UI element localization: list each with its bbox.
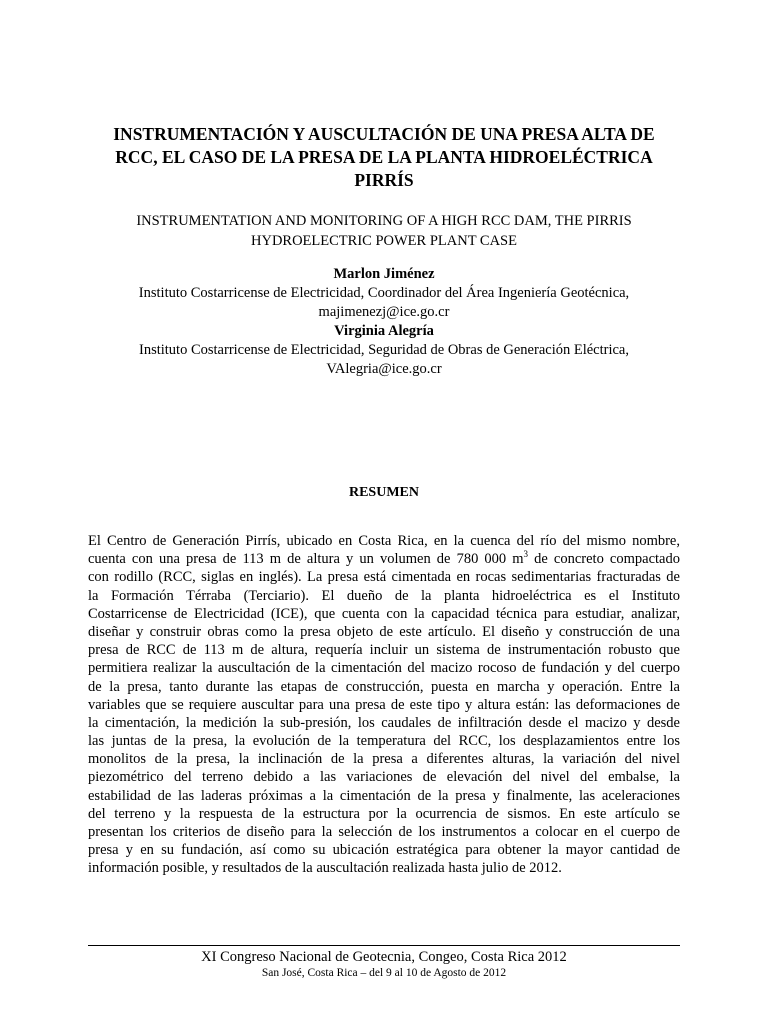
footer-divider: [88, 945, 680, 946]
author-name: Marlon Jiménez: [333, 266, 435, 282]
author-affiliation: Instituto Costarricense de Electricidad, Coordinador del Área Ingeniería Geotécnica,: [138, 285, 630, 301]
author-block: [40, 265, 728, 379]
abstract-line: la Formación Térraba (Terciario). El dueño de la planta hidroeléctrica es el Instituto: [88, 587, 680, 604]
abstract-line: la cimentación, la medición la sub-presión, los caudales de infiltración desde el macizo y desde: [88, 714, 680, 731]
abstract-line: diseñar y construir obras como la presa objeto de este artículo. El diseño y construcción de una: [88, 623, 680, 640]
footer-conference: XI Congreso Nacional de Geotecnia, Congeo, Costa Rica 2012: [201, 949, 567, 965]
title-line: INSTRUMENTACIÓN Y AUSCULTACIÓN DE UNA PRESA ALTA DE: [113, 124, 655, 144]
paper-title-english: [60, 212, 708, 251]
abstract-line: presa de RCC de 113 m de altura, requería incluir un sistema de instrumentación robusto que: [88, 642, 680, 659]
abstract-line: las juntas de la presa, la evolución de la temperatura del RCC, los desplazamientos entre los: [88, 733, 680, 750]
author-affiliation: Instituto Costarricense de Electricidad, Seguridad de Obras de Generación Eléctrica,: [139, 342, 629, 358]
abstract-line: variables que se requiere auscultar para una presa de este tipo y altura están: las deformaciones de: [88, 696, 680, 713]
abstract-line: información posible, y resultados de la auscultación realizada hasta julio de 2012.: [88, 860, 562, 877]
abstract-line: [88, 550, 680, 568]
subtitle-line: HYDROELECTRIC POWER PLANT CASE: [251, 232, 517, 249]
subtitle-line: INSTRUMENTATION AND MONITORING OF A HIGH RCC DAM, THE PIRRIS: [136, 213, 632, 229]
abstract-line: presentan los criterios de diseño para la selección de los instrumentos a colocar en el cuerpo de: [88, 824, 680, 840]
abstract-line: El Centro de Generación Pirrís, ubicado en Costa Rica, en la cuenca del río del mismo nombre,: [88, 533, 680, 549]
abstract-paragraph: [88, 532, 680, 878]
abstract-text: cuenta con una presa de 113 m de altura y un volumen de 780 000 m: [88, 551, 524, 568]
author-name: Virginia Alegría: [334, 323, 434, 339]
abstract-line: estabilidad de las laderas próximas a la cimentación de la presa y finalmente, las aceleraciones: [88, 787, 680, 804]
footer-location-date: San José, Costa Rica – del 9 al 10 de Agosto de 2012: [261, 967, 507, 979]
abstract-line: permitiera realizar la auscultación de la cimentación del macizo rocoso de fundación y del cuerpo: [88, 660, 680, 677]
abstract-line: con rodillo (RCC, siglas en inglés). La presa está cimentada en rocas sedimentarias fracturadas de: [88, 569, 680, 586]
title-line: RCC, EL CASO DE LA PRESA DE LA PLANTA HIDROELÉCTRICA: [115, 147, 653, 167]
abstract-line: Costarricense de Electricidad (ICE), que cuenta con la capacidad técnica para estudiar, analizar,: [88, 605, 680, 622]
paper-title: [60, 123, 708, 192]
abstract-line: de la presa, tanto durante las etapas de construcción, puesta en marcha y operación. Entre la: [88, 678, 680, 695]
abstract-line: del terreno y la respuesta de la estructura por la ocurrencia de sismos. En este artículo se: [88, 805, 680, 822]
superscript: 3: [523, 549, 529, 560]
author-email: majimenezj@ice.go.cr: [318, 304, 450, 320]
section-heading: RESUMEN: [348, 485, 419, 500]
title-line: PIRRÍS: [354, 170, 414, 190]
abstract-line: monolitos de la presa, la inclinación de la presa a diferentes alturas, la variación del nivel: [88, 751, 680, 768]
abstract-line: piezométrico del terreno debido a las variaciones de elevación del nivel del embalse, la: [88, 769, 680, 786]
abstract-text: de concreto compactado: [528, 551, 680, 568]
abstract-line: presa y en su fundación, así como su ubicación estratégica para obtener la mayor cantidad de: [88, 842, 680, 859]
author-email: VAlegria@ice.go.cr: [326, 361, 442, 377]
